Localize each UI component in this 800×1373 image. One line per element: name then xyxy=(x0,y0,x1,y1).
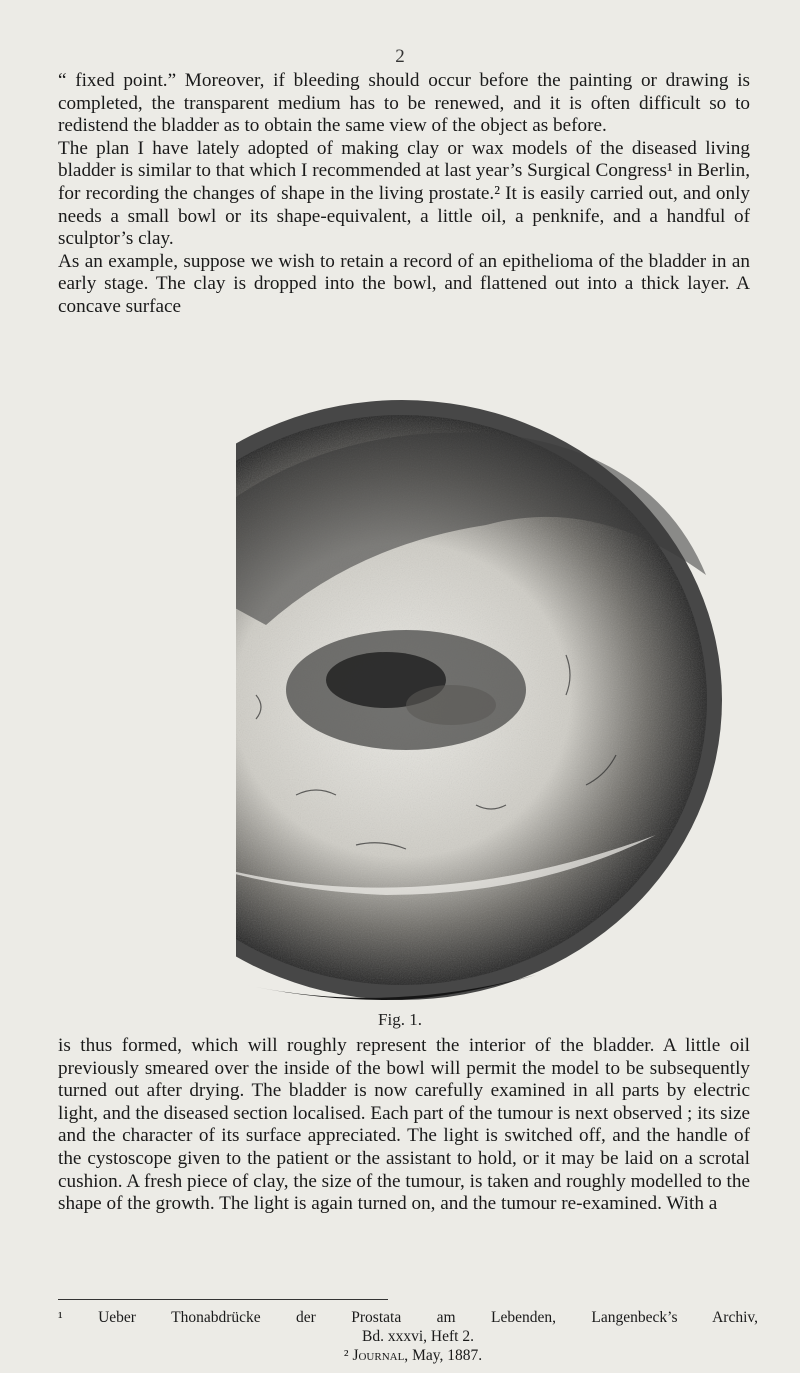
footnote-1: ¹ Ueber Thonabdrücke der Prostata am Lebenden, Langenbeck’s Archiv, xyxy=(58,1309,758,1326)
paragraph: As an example, suppose we wish to retain a record of an epithelioma of the bladder in an early stage. The clay is dropped into the bowl, and flattened out into a thick layer. A concave surface xyxy=(58,250,750,317)
footnote-1-continued: Bd. xxxvi, Heft 2. xyxy=(362,1328,474,1345)
page-number: 2 xyxy=(395,46,405,67)
footnote-2-date: May, 1887. xyxy=(412,1347,483,1364)
footnote-2-marker: ² xyxy=(343,1347,349,1364)
paragraph: “ fixed point.” Moreover, if bleeding should occur before the painting or drawing is completed, the transparent medium has to be renewed, and it is often difficult so to redistend the bladder as to obtain the same view of the object as before. xyxy=(58,70,750,137)
figure-caption: Fig. 1. xyxy=(378,1010,422,1029)
paragraph: The plan I have lately adopted of making clay or wax models of the diseased living bladder is similar to that which I recommended at last year’s Surgical Congress¹ in Berlin, for recording the changes of shape in the living prostate.² It is easily carried out, and only needs a small bowl or its shape-equivalent, a little oil, a penknife, and a handful of sculptor’s clay. xyxy=(58,137,750,250)
footnote-rule xyxy=(58,1299,388,1300)
footnote-2-journal: Journal, xyxy=(352,1347,409,1364)
paragraph: is thus formed, which will roughly represent the interior of the bladder. A little oil previously smeared over the inside of the bowl will permit the model to be subsequently turned out after drying. The bladder is now carefully examined in all parts by electric light, and the diseased section localised. Each part of the tumour is next observed ; its size and the character of its surface appreciated. The light is switched off, and the handle of the cystoscope given to the patient or the assistant to hold, or it may be laid on a scrotal cushion. A fresh piece of clay, the size of the tumour, is taken and roughly modelled to the shape of the growth. The light is again turned on, and the tumour re-examined. With a xyxy=(58,1035,750,1215)
footnotes xyxy=(58,1308,758,1365)
footnote-2 xyxy=(58,1346,758,1365)
bladder-figure xyxy=(236,375,800,1110)
bottom-text xyxy=(58,1035,750,1216)
bladder-illustration xyxy=(236,375,800,1015)
top-text xyxy=(58,70,750,319)
